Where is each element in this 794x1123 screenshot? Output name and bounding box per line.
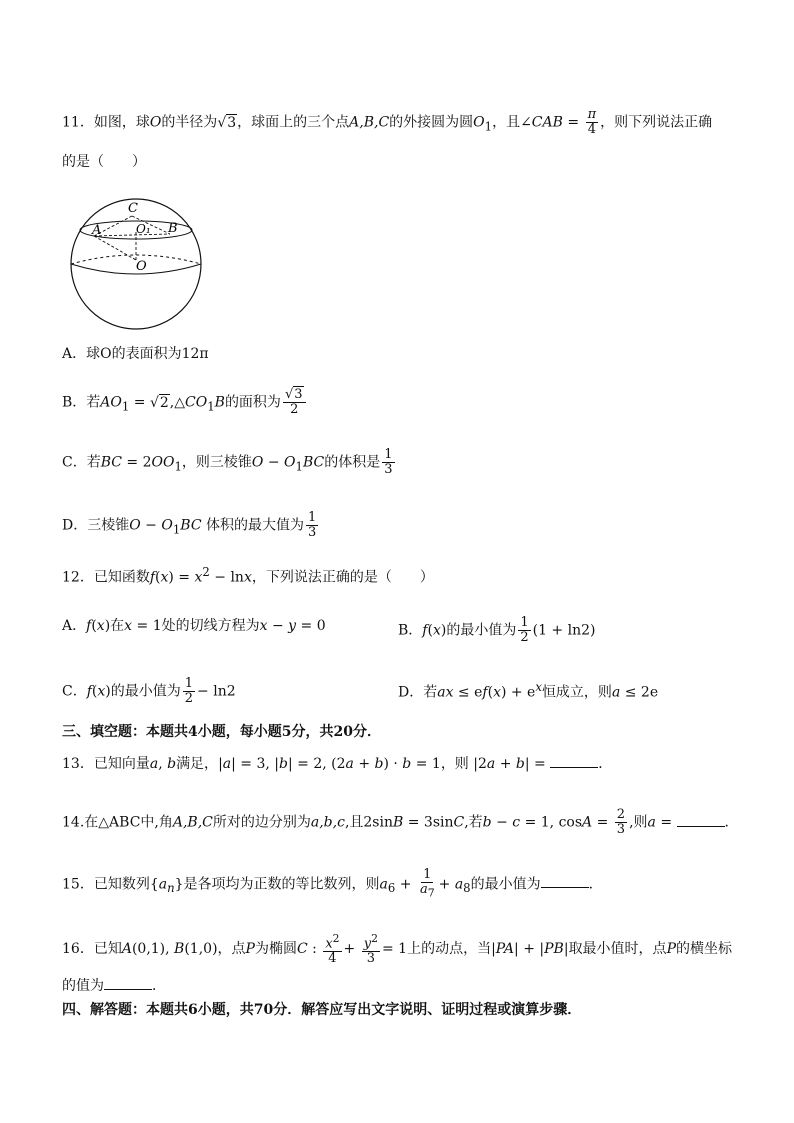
label-c: C xyxy=(128,201,138,216)
section-3-heading: 三、填空题：本题共4小题，每小题5分，共20分． xyxy=(62,724,381,740)
label-o: O xyxy=(136,259,147,274)
q11-option-b: B．若$AO_1$ = $√2,\triangle CO_1B$的面积为 $\frac{√3}{2}$ xyxy=(62,388,308,417)
q11-stem-line2: 的是（ ） xyxy=(62,154,146,170)
q11-option-c: C．若BC = $2OO_1$，则三棱锥$O - O_1BC$的体积是 $\frac{1}{3}$ xyxy=(62,447,393,477)
answer-blank[interactable] xyxy=(550,755,598,768)
q11-stem: 11．如图，球O的半径为√3，球面上的三个点A,B,C的外接圆为圆$O_1$，且∠CAB = $\frac{\pi}{4}$ ，则下列说法正确 xyxy=(62,107,713,137)
sphere-figure xyxy=(66,194,206,336)
q12-option-c: C．f(x)的最小值为 $\frac{1}{2}$ − ln2 xyxy=(62,676,236,706)
q16-stem: 16．已知A(0,1), B(1,0)，点P为椭圆C : $\frac{x^2}{4}$ + $\frac{y^2}{3}$ = 1上的动点，当|PA| + |PB|取最小值时，点P的横坐标 xyxy=(62,932,732,967)
answer-blank[interactable] xyxy=(104,977,152,990)
answer-blank[interactable] xyxy=(677,814,725,827)
q16-stem-line2: 的值为 ． xyxy=(62,978,166,994)
q12-option-a: A．f(x)在x = 1处的切线方程为x − y = 0 xyxy=(62,618,326,634)
label-o1: O₁ xyxy=(136,222,151,236)
q12-option-d: D．若ax ≤ $ef(x) + e^x$恒成立，则a ≤ 2e xyxy=(398,680,659,701)
q11-option-d: D．三棱锥$O - O_1BC$ 体积的最大值为 $\frac{1}{3}$ xyxy=(62,510,317,540)
q12-option-b: B．f(x)的最小值为 $\frac{1}{2}$ (1 + ln2) xyxy=(398,615,596,645)
q11-option-a: A．球O的表面积为12π xyxy=(62,346,209,362)
q15-stem: 15．已知数列$\{a_n\}$是各项均为正数的等比数列，则$a_6$ + $\frac{1}{a_7}$ + $a_8$的最小值为 ． xyxy=(62,867,603,900)
q14-stem: 14.在△ABC中,角A,B,C所对的边分别为a,b,c,且2sinB = 3sinC,若b − c = 1, cosA = $\frac{2}{3}$ ,则a = . xyxy=(62,807,729,837)
section-4-heading: 四、解答题：本题共6小题，共70分．解答应写出文字说明、证明过程或演算步骤． xyxy=(62,1002,582,1018)
answer-blank[interactable] xyxy=(541,875,589,888)
q13-stem: 13．已知向量a, b满足，|a| = 3, |b| = 2, (2a + b) · b = 1，则 |2a + b| = ． xyxy=(62,756,613,772)
label-a: A xyxy=(92,223,102,238)
label-b: B xyxy=(168,221,178,236)
q12-stem: 12．已知函数$f(x) = x^2 - \ln x$，下列说法正确的是（ ） xyxy=(62,565,434,586)
